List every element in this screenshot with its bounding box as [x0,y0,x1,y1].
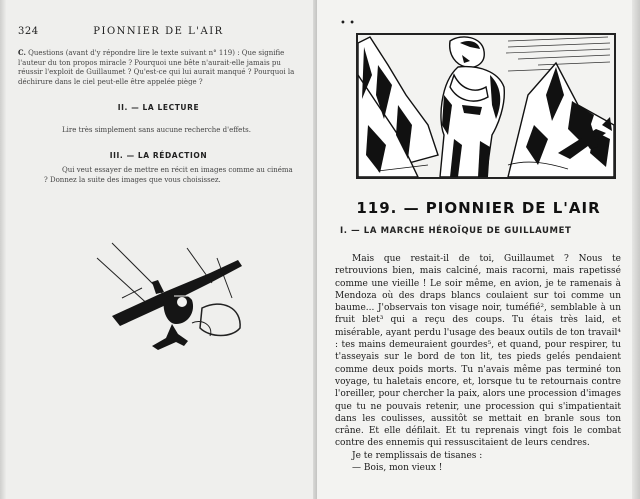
questions-label: C. [18,48,26,57]
running-head: PIONNIER DE L'AIR [93,26,224,37]
page-edge-right [632,0,640,499]
section-heading-redaction: III. — LA RÉDACTION [109,151,208,160]
questions-block [18,48,296,87]
story-text [335,253,621,474]
left-page [0,0,317,499]
section-heading-lecture: II. — LA LECTURE [117,103,200,112]
story-paragraph: — Bois, mon vieux ! [352,463,443,474]
page-marks: • • [340,18,355,29]
story-paragraph: Mais que restait-il de toi, Guillaumet ? Nous te retrouvions bien, mais calciné, mais racorni, mais rapetissé comme une vieille ! Le soir même, en avion, je te ramenais à Mendoza où des draps blancs coulaient sur toi comme un baume... J'observais ton visage noir, tuméfié², semblable à un fruit blet³ qui a reçu des coups. Tu étais très laid, et misérable, ayant perdu l'usage des beaux outils de ton travail⁴ : tes mains demeuraient gourdes⁵, et quand, pour respirer, tu t'asseyais sur le bord de ton lit, tes pieds gelés pendaient comme deux poids morts. Tu n'avais même pas terminé ton voyage, tu haletais encore, et, lorsque tu te retournais contre l'oreiller, pour chercher la paix, alors une procession d'images que tu ne pouvais retenir, une procession qui s'impatientait dans les coulisses, aussitôt se mettait en branle sous ton crâne. Et elle défilait. Et tu reprenais vingt fois le combat contre des ennemis qui ressuscitaient de leurs cendres. [335,254,621,449]
mountain-scene-drawing [358,35,614,177]
chapter-title: 119. — PIONNIER DE L'AIR [356,199,601,217]
page-number: 324 [18,26,39,37]
questions-text: Questions (avant d'y répondre lire le texte suivant n° 119) : Que signifie l'auteur du ton propos miracle ? Pourquoi une bête n'aurait-elle jamais pu réussir l'exploit de Guillaumet ? Qu'est-ce qui lui aurait manqué ? Pourquoi la déchirure dans le ciel peut-elle être appelée piège ? [18,49,295,86]
redaction-text: Qui veut essayer de mettre en récit en images comme au cinéma ? Donnez la suite des images que vous choisissez. [44,166,293,184]
section-heading-marche: I. — LA MARCHE HÉROÏQUE DE GUILLAUMET [340,226,572,236]
lecture-text: Lire très simplement sans aucune recherche d'effets. [62,126,251,134]
airplane-illustration [92,238,252,353]
mountain-aviator-illustration [356,33,616,179]
story-paragraph: Je te remplissais de tisanes : [352,450,483,461]
page-edge-left [0,0,6,499]
